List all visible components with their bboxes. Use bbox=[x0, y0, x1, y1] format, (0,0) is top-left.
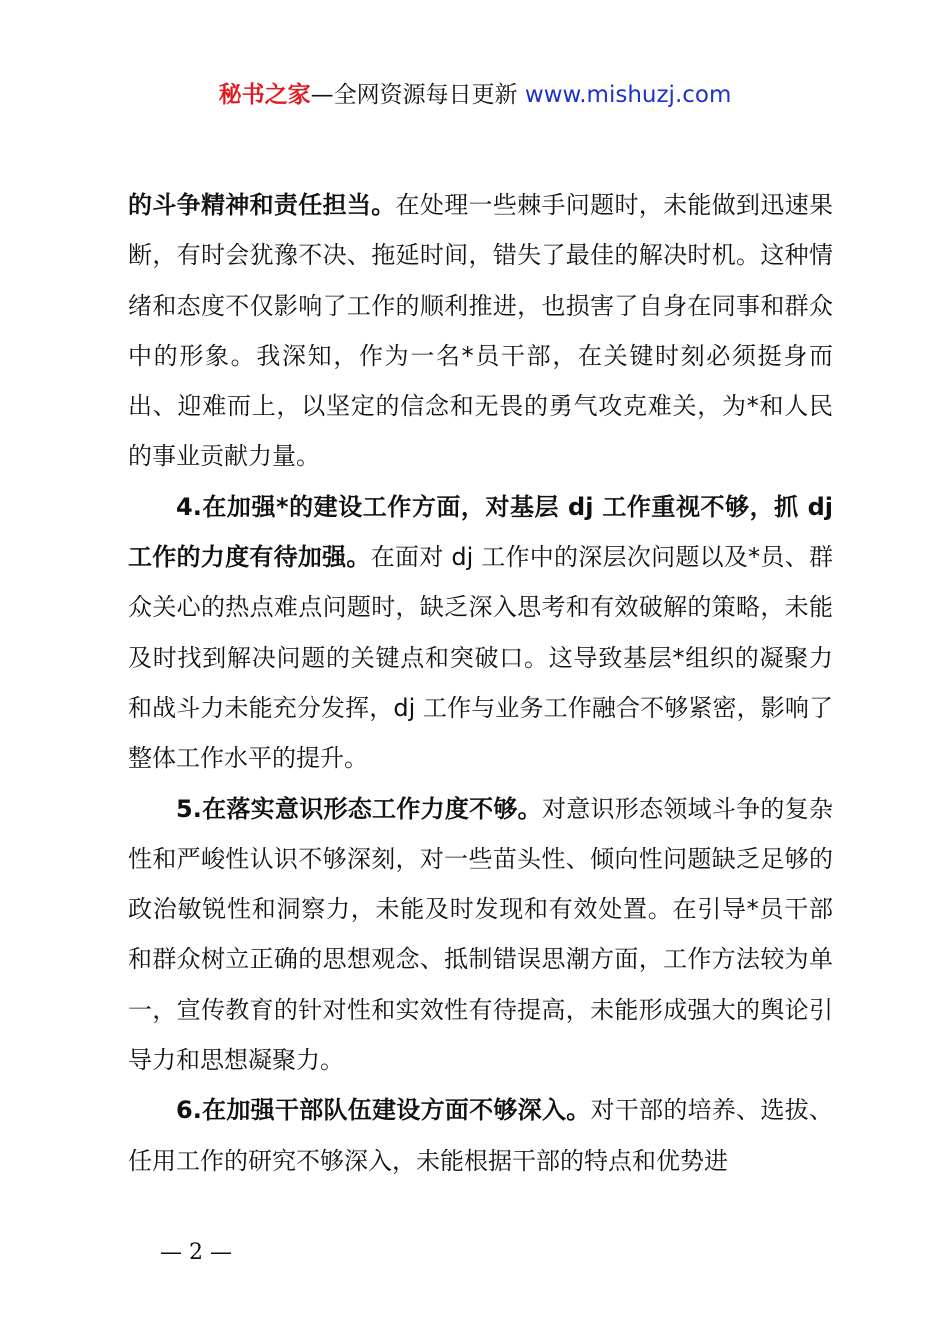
header-tagline: —全网资源每日更新 bbox=[310, 82, 518, 108]
site-header bbox=[0, 78, 950, 112]
paragraph-heading: 4.在加强*的建设工作方面，对基层 dj 工作重视不够，抓 dj 工作的力度有待加强。 bbox=[128, 492, 833, 572]
site-url-link[interactable]: www.mishuzj.com bbox=[524, 82, 732, 108]
paragraph-item-4 bbox=[128, 482, 833, 784]
paragraph-text: 在面对 dj 工作中的深层次问题以及*员、群众关心的热点难点问题时，缺乏深入思考和有效破解的策略，未能及时找到解决问题的关键点和突破口。这导致基层*组织的凝聚力和战斗力未能充分发挥，dj 工作与业务工作融合不够紧密，影响了整体工作水平的提升。 bbox=[128, 543, 833, 773]
paragraph-item-6 bbox=[128, 1085, 833, 1186]
paragraph-heading: 5.在落实意识形态工作力度不够。 bbox=[176, 794, 542, 823]
paragraph-heading: 的斗争精神和责任担当。 bbox=[128, 191, 396, 219]
paragraph-item-5 bbox=[128, 784, 833, 1086]
paragraph-continuation bbox=[128, 180, 833, 482]
brand-name: 秘书之家 bbox=[218, 82, 311, 108]
paragraph-text: 在处理一些棘手问题时，未能做到迅速果断，有时会犹豫不决、拖延时间，错失了最佳的解决时机。这种情绪和态度不仅影响了工作的顺利推进，也损害了自身在同事和群众中的形象。我深知，作为一名*员干部，在关键时刻必须挺身而出、迎难而上，以坚定的信念和无畏的勇气攻克难关，为*和人民的事业贡献力量。 bbox=[128, 191, 834, 471]
page-number: — 2 — bbox=[160, 1240, 232, 1265]
document-body bbox=[128, 180, 833, 1186]
paragraph-heading: 6.在加强干部队伍建设方面不够深入。 bbox=[176, 1096, 591, 1125]
paragraph-text: 对干部的培养、选拔、任用工作的研究不够深入，未能根据干部的特点和优势进 bbox=[128, 1096, 833, 1175]
paragraph-text: 对意识形态领域斗争的复杂性和严峻性认识不够深刻，对一些苗头性、倾向性问题缺乏足够的政治敏锐性和洞察力，未能及时发现和有效处置。在引导*员干部和群众树立正确的思想观念、抵制错误思潮方面，工作方法较为单一，宣传教育的针对性和实效性有待提高，未能形成强大的舆论引导力和思想凝聚力。 bbox=[128, 794, 833, 1075]
